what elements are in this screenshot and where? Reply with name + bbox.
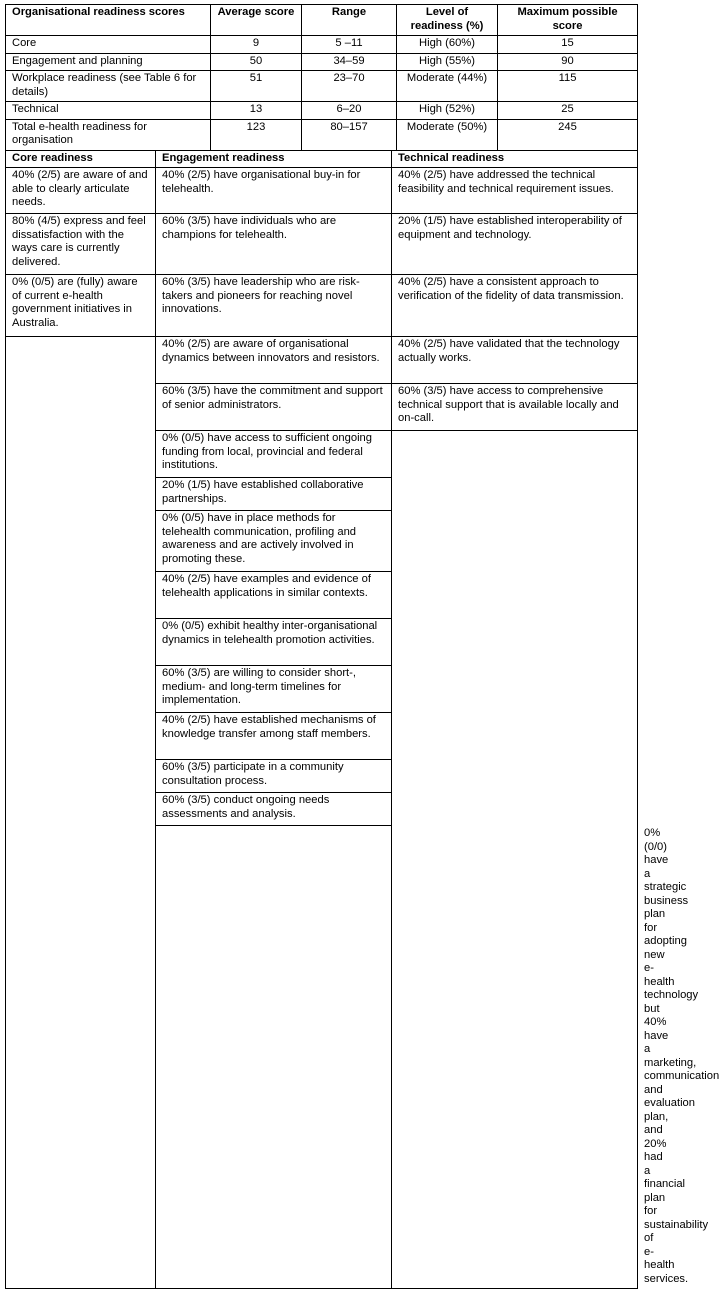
category-cell: Total e-health readiness for organisation (6, 119, 211, 150)
technical-cell: 40% (2/5) have validated that the technology actually works. (392, 337, 638, 384)
technical-empty-cell (392, 431, 638, 1289)
engagement-cell: 60% (3/5) conduct ongoing needs assessments and analysis. (156, 793, 392, 826)
col-header-average: Average score (211, 5, 302, 36)
col-header-range: Range (302, 5, 397, 36)
engagement-cell: 60% (3/5) participate in a community consultation process. (156, 760, 392, 793)
table-row (6, 71, 638, 102)
engagement-cell: 40% (2/5) have established mechanisms of knowledge transfer among staff members. (156, 713, 392, 760)
table-row (6, 119, 638, 150)
core-cell: 80% (4/5) express and feel dissatisfaction with the ways care is currently delivered. (6, 214, 156, 275)
engagement-cell: 40% (2/5) have organisational buy-in for telehealth. (156, 168, 392, 214)
core-empty-cell (6, 337, 156, 1289)
technical-cell: 40% (2/5) have addressed the technical feasibility and technical requirement issues. (392, 168, 638, 214)
category-cell: Technical (6, 102, 211, 120)
level-cell: Moderate (44%) (397, 71, 498, 102)
scores-header-row (6, 5, 638, 36)
max-cell: 25 (498, 102, 638, 120)
range-cell: 6–20 (302, 102, 397, 120)
core-cell: 0% (0/5) are (fully) aware of current e-health government initiatives in Australia. (6, 275, 156, 337)
engagement-cell: 60% (3/5) have the commitment and support of senior administrators. (156, 384, 392, 431)
level-cell: High (55%) (397, 53, 498, 71)
col-header-core: Core readiness (6, 150, 156, 168)
table-row (6, 337, 638, 384)
engagement-cell: 40% (2/5) have examples and evidence of telehealth applications in similar contexts. (156, 572, 392, 619)
table-row (6, 102, 638, 120)
average-cell: 123 (211, 119, 302, 150)
range-cell: 5 –11 (302, 36, 397, 54)
engagement-cell: 0% (0/5) have in place methods for telehealth communication, profiling and awareness and are actively involved in promoting these. (156, 511, 392, 572)
range-cell: 23–70 (302, 71, 397, 102)
max-cell: 90 (498, 53, 638, 71)
table-row (6, 36, 638, 54)
category-cell: Core (6, 36, 211, 54)
technical-cell: 60% (3/5) have access to comprehensive technical support that is available locally and on-call. (392, 384, 638, 431)
range-cell: 80–157 (302, 119, 397, 150)
average-cell: 13 (211, 102, 302, 120)
col-header-engagement: Engagement readiness (156, 150, 392, 168)
level-cell: High (60%) (397, 36, 498, 54)
level-cell: High (52%) (397, 102, 498, 120)
max-cell: 15 (498, 36, 638, 54)
technical-cell: 40% (2/5) have a consistent approach to verification of the fidelity of data transmission. (392, 275, 638, 337)
readiness-scores-table (5, 4, 638, 151)
level-cell: Moderate (50%) (397, 119, 498, 150)
engagement-cell: 0% (0/5) have access to sufficient ongoing funding from local, provincial and federal institutions. (156, 431, 392, 478)
engagement-cell: 60% (3/5) have individuals who are champions for telehealth. (156, 214, 392, 275)
engagement-cell: 40% (2/5) are aware of organisational dynamics between innovators and resistors. (156, 337, 392, 384)
engagement-cell: 0% (0/5) exhibit healthy inter-organisational dynamics in telehealth promotion activities. (156, 619, 392, 666)
category-cell: Workplace readiness (see Table 6 for details) (6, 71, 211, 102)
table-row (6, 214, 638, 275)
average-cell: 51 (211, 71, 302, 102)
core-empty-cell-end (156, 826, 392, 1289)
core-cell: 40% (2/5) are aware of and able to clearly articulate needs. (6, 168, 156, 214)
engagement-cell: 60% (3/5) are willing to consider short-, medium- and long-term timelines for implementation. (156, 666, 392, 713)
col-header-category: Organisational readiness scores (6, 5, 211, 36)
col-header-technical: Technical readiness (392, 150, 638, 168)
average-cell: 50 (211, 53, 302, 71)
col-header-level: Level of readiness (%) (397, 5, 498, 36)
table-row: 0% (0/0) have a strategic business plan for adopting new e-health technology but 40% have a marketing, communication and evaluation plan, and 20% had a financial plan for sustainability of e-health services. (6, 826, 638, 1289)
document-page (5, 4, 637, 1289)
readiness-header-row (6, 150, 638, 168)
average-cell: 9 (211, 36, 302, 54)
engagement-cell: 60% (3/5) have leadership who are risk-takers and pioneers for reaching novel innovations. (156, 275, 392, 337)
table-row (6, 168, 638, 214)
technical-cell: 20% (1/5) have established interoperability of equipment and technology. (392, 214, 638, 275)
category-cell: Engagement and planning (6, 53, 211, 71)
max-cell: 115 (498, 71, 638, 102)
max-cell: 245 (498, 119, 638, 150)
col-header-max: Maximum possible score (498, 5, 638, 36)
table-row (6, 53, 638, 71)
range-cell: 34–59 (302, 53, 397, 71)
table-row (6, 275, 638, 337)
readiness-details-table (5, 150, 638, 1289)
engagement-cell: 20% (1/5) have established collaborative partnerships. (156, 478, 392, 511)
